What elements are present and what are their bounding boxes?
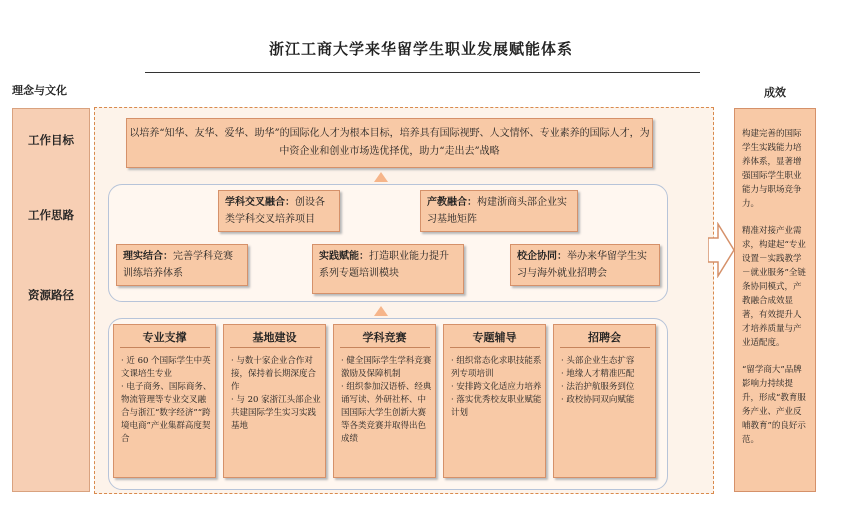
approach-title: 学科交叉融合： — [225, 197, 295, 208]
card-title: 专业支撑 — [142, 331, 187, 344]
card-divider — [340, 347, 430, 348]
resource-card-base — [223, 324, 326, 478]
card-body: · 头部企业生态扩容 · 地缘人才精准匹配 · 法治护航服务到位 · 政校协同双向赋能 — [561, 356, 635, 405]
resource-card-competition — [333, 324, 436, 478]
resource-card-job-fair — [553, 324, 656, 478]
approach-title: 实践赋能： — [319, 251, 369, 262]
approach-title: 理实结合： — [123, 251, 173, 262]
resource-card-tutoring — [443, 324, 546, 478]
results-box — [734, 108, 816, 492]
label-work-goal: 工作目标 — [28, 133, 74, 147]
card-divider — [230, 347, 320, 348]
up-arrow-icon — [374, 172, 388, 182]
card-body: · 健全国际学生学科竞赛激励及保障机制 · 组织参加汉语桥、经典诵写读、外研社杯、中国国际大学生创新大赛等各类竞赛并取得出色成绩 — [341, 356, 432, 444]
resource-card-major — [113, 324, 216, 478]
result-paragraph: “留学商大”品牌影响力持续提升，形成“教育服务产业、产业反哺教育”的良好示范。 — [742, 365, 806, 445]
approach-box-industry-education — [420, 190, 578, 232]
label-resource-path: 资源路径 — [28, 288, 74, 302]
card-body: · 组织常态化求职技能系列专项培训 · 安排跨文化适应力培养 · 落实优秀校友职业赋能计划 — [451, 356, 542, 418]
approach-title: 产教融合： — [427, 197, 477, 208]
left-column-header: 理念与文化 — [12, 84, 67, 97]
approach-text: 构建浙商头部企业实习基地矩阵 — [427, 197, 567, 225]
right-arrow-icon — [708, 222, 734, 278]
label-work-approach: 工作思路 — [28, 208, 74, 222]
card-divider — [450, 347, 540, 348]
card-body: · 与数十家企业合作对接，保持着长期深度合作 · 与 20 家浙江头部企业共建国际学生实习实践基地 — [231, 356, 321, 431]
approach-box-interdisciplinary — [218, 190, 340, 232]
title-underline — [145, 72, 700, 73]
approach-box-school-enterprise — [510, 244, 660, 286]
result-paragraph: 精准对接产业需求，构建起“专业设置－实践教学－就业服务”全链条协同模式，产教融合成效显著，有效提升人才培养质量与产业适配度。 — [742, 226, 806, 348]
approach-title: 校企协同： — [517, 251, 567, 262]
approach-text: 创设各类学科交叉培养项目 — [225, 197, 325, 225]
up-arrow-icon — [374, 306, 388, 316]
approach-text: 举办来华留学生实习与海外就业招聘会 — [517, 251, 647, 279]
card-title: 基地建设 — [252, 331, 297, 344]
card-body: · 近 60 个国际学生中英文课培生专业 · 电子商务、国际商务、物流管理等专业交叉融合与浙江“数字经济”“跨境电商”产业集群高度契合 — [121, 356, 212, 444]
result-paragraph: 构建完善的国际学生实践能力培养体系，显著增强国际学生职业能力与职场竞争力。 — [742, 129, 802, 209]
card-title: 专题辅导 — [472, 331, 517, 344]
card-title: 招聘会 — [588, 331, 621, 344]
card-divider — [560, 347, 650, 348]
approach-text: 打造职业能力提升系列专题培训模块 — [319, 251, 449, 279]
card-title: 学科竞赛 — [362, 331, 407, 344]
diagram-title: 浙江工商大学来华留学生职业发展赋能体系 — [268, 40, 573, 58]
results-header: 成效 — [764, 86, 786, 99]
approach-box-practice-empower — [312, 244, 464, 294]
card-divider — [120, 347, 210, 348]
goal-box: 以培养“知华、友华、爱华、助华”的国际化人才为根本目标，培养具有国际视野、人文情怀、专业素养的国际人才，为中资企业和创业市场选优择优，助力“走出去”战略 — [126, 118, 653, 168]
approach-box-theory-practice — [116, 244, 248, 286]
approach-text: 完善学科竞赛训练培养体系 — [123, 251, 233, 279]
